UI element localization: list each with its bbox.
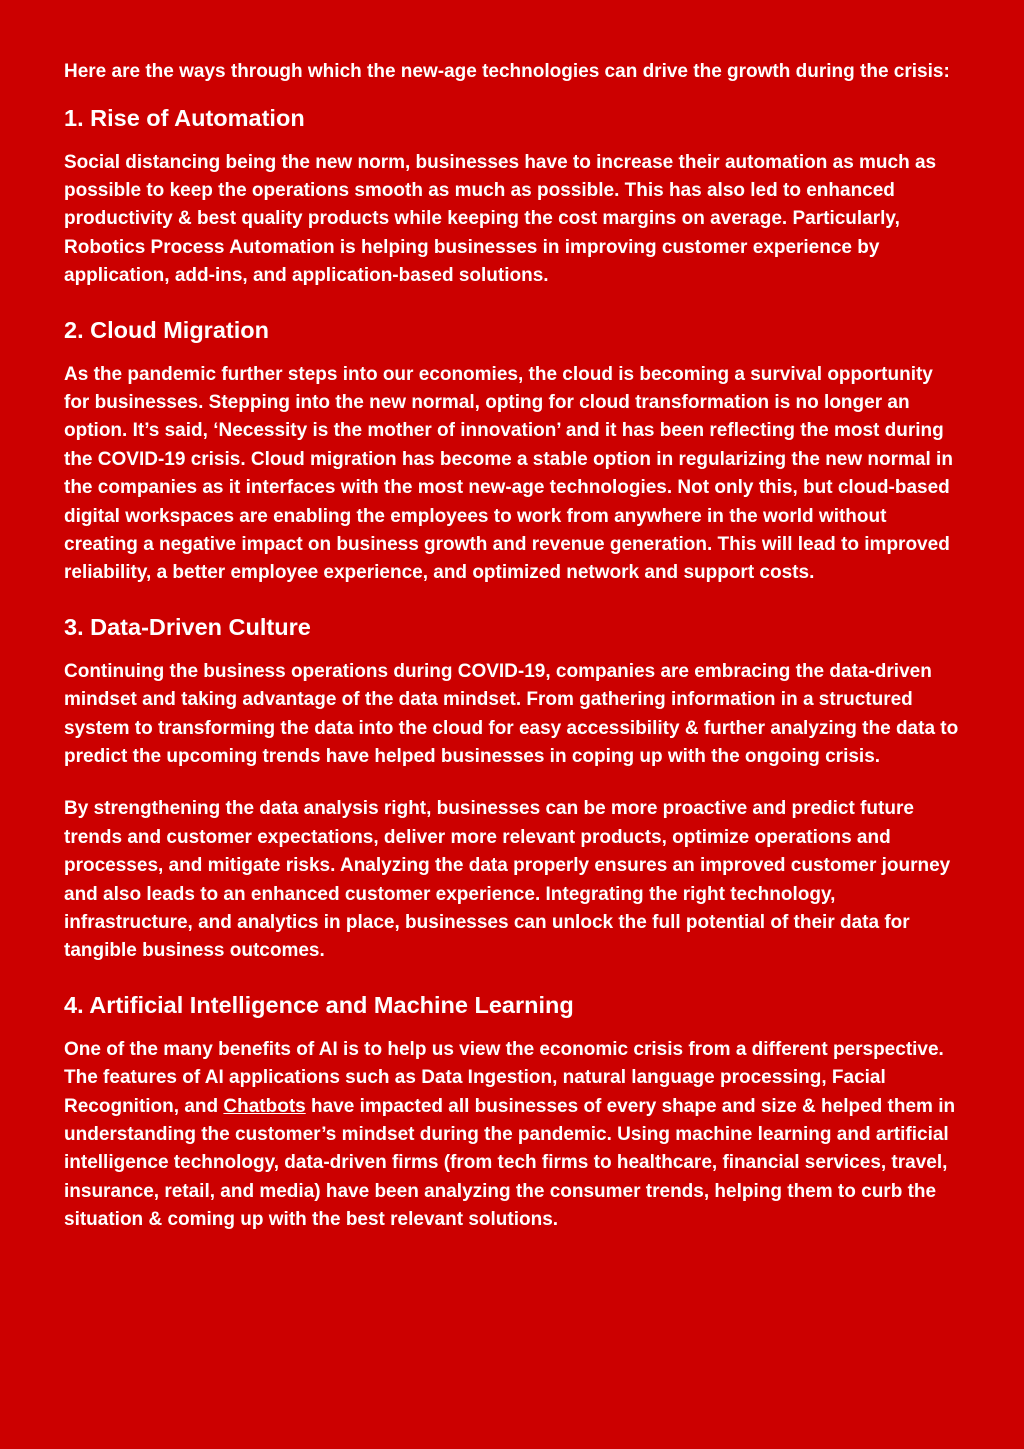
paragraph-data-driven-2: By strengthening the data analysis right, businesses can be more proactive and predict future trends and customer expectations, deliver more relevant products, optimize operations and processes, and mitigate risks. Analyzing the data properly ensures an improved customer journey and also leads to an enhanced customer experience. Integrating the right technology, infrastructure, and analytics in place, businesses can unlock the full potential of their data for tangible business outcomes. [64,798,951,962]
paragraph-data-driven-1: Continuing the business operations during COVID-19, companies are embracing the data-driven mindset and taking advantage of the data mindset. From gathering information in a structured system to transforming the data into the cloud for easy accessibility & further analyzing the data to predict the upcoming trends have helped businesses in coping up with the ongoing crisis. [64,660,959,767]
paragraph-ai-ml-part-1: One of the many benefits of AI is to help us view the economic crisis from a different perspective. The features of AI applications such as Data Ingestion, natural language processing, Facial Recognition, and [64,1038,944,1117]
intro-text: Here are the ways through which the new-age technologies can drive the growth during the crisis: [64,61,950,82]
heading-ai-ml: 4. Artificial Intelligence and Machine Learning [64,991,574,1018]
heading-rise-of-automation: 1. Rise of Automation [64,104,305,131]
paragraph-cloud-migration: As the pandemic further steps into our economies, the cloud is becoming a survival opportunity for businesses. Stepping into the new normal, opting for cloud transformation is no longer an option. It’s said, ‘Necessity is the mother of innovation’ and it has been reflecting the most during the COVID-19 crisis. Cloud migration has become a stable option in regularizing the new normal in the companies as it interfaces with the most new-age technologies. Not only this, but cloud-based digital workspaces are enabling the employees to work from anywhere in the world without creating a negative impact on business growth and revenue generation. This will lead to improved reliability, a better employee experience, and optimized network and support costs. [64,363,953,584]
heading-data-driven-culture: 3. Data-Driven Culture [64,613,311,640]
paragraph-ai-ml [64,1036,960,1235]
paragraph-automation: Social distancing being the new norm, businesses have to increase their automation as much as possible to keep the operations smooth as much as possible. This has also led to enhanced productivity & best quality products while keeping the cost margins on average. Particularly, Robotics Process Automation is helping businesses in improving customer experience by application, add-ins, and application-based solutions. [64,151,937,287]
chatbots-link[interactable]: Chatbots [223,1095,306,1117]
heading-cloud-migration: 2. Cloud Migration [64,316,269,343]
paragraph-ai-ml-part-2: have impacted all businesses of every shape and size & helped them in understanding the customer’s mindset during the pandemic. Using machine learning and artificial intelligence technology, data-driven firms (from tech firms to healthcare, financial services, travel, insurance, retail, and media) have been analyzing the consumer trends, helping them to curb the situation & coming up with the best relevant solutions. [64,1095,956,1231]
